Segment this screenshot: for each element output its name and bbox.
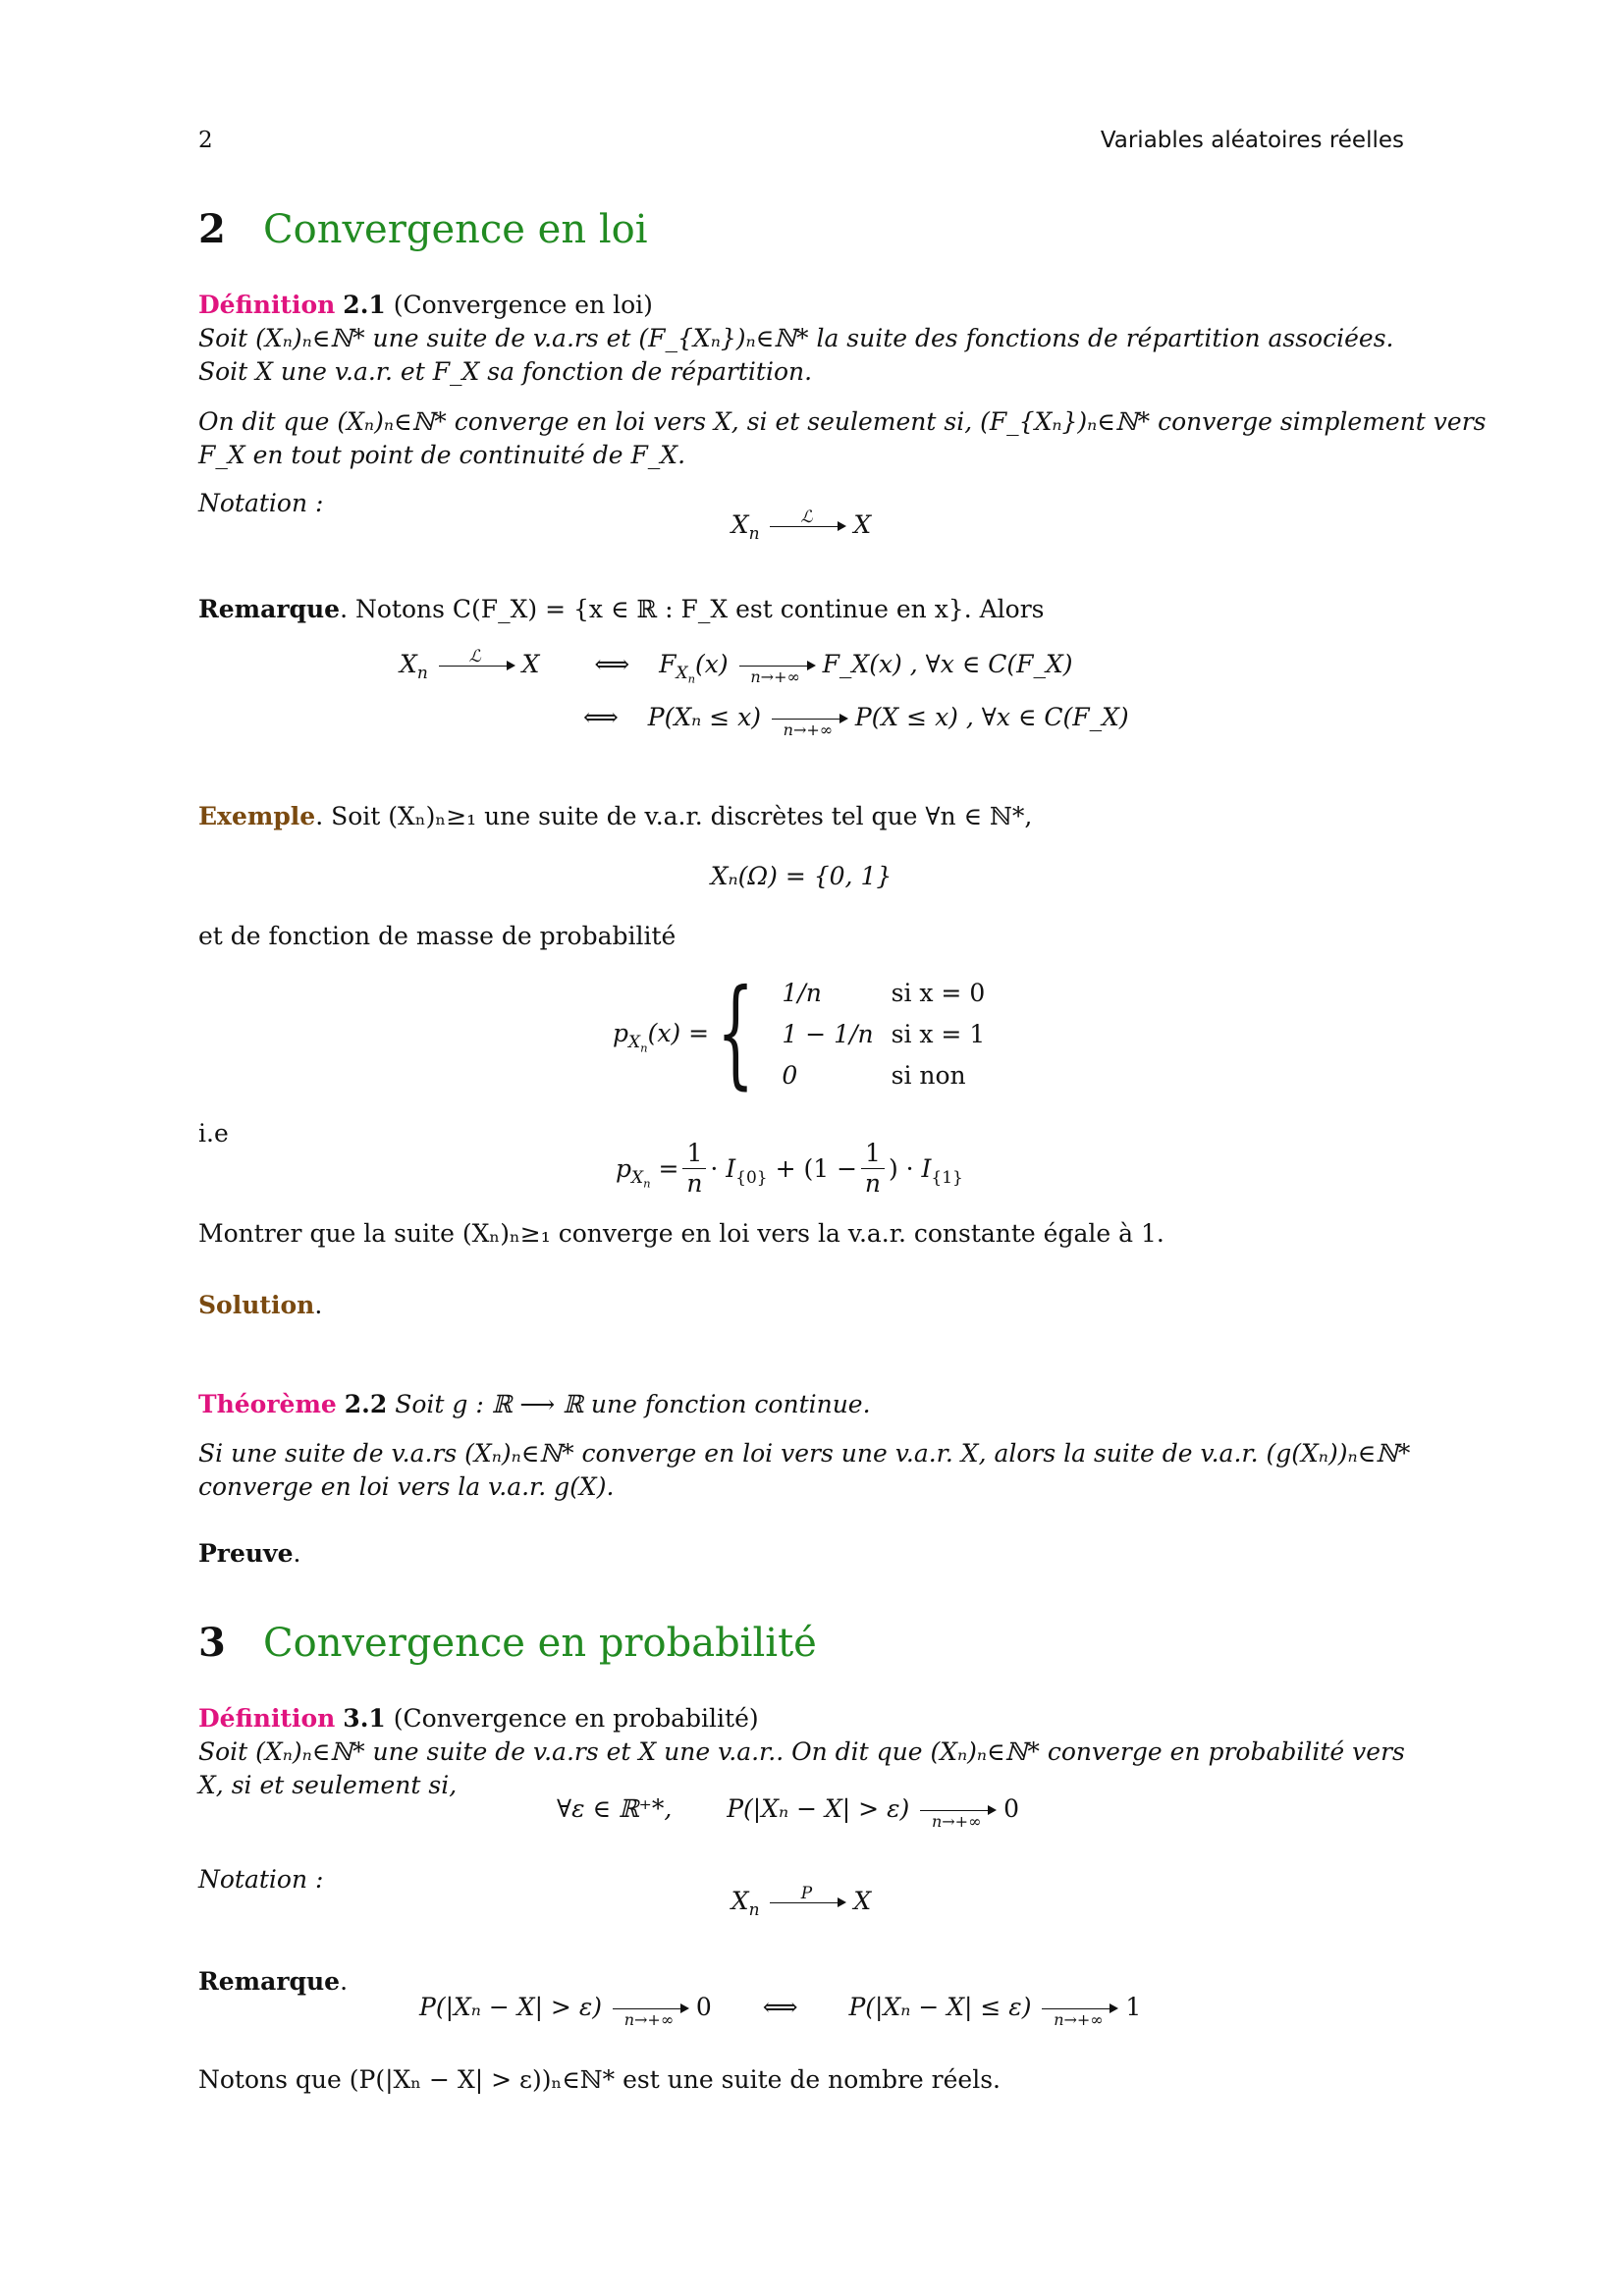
section-heading (198, 206, 647, 252)
definition-header (198, 289, 1404, 322)
definition-text-line: X, si et seulement si, (198, 1771, 458, 1799)
solution-label: Solution (198, 1291, 315, 1319)
example-question: Montrer que la suite (Xₙ)ₙ≥₁ converge en loi vers la v.a.r. constante égale à 1. (198, 1219, 1164, 1248)
limit-arrow-icon: n→+∞ (917, 1792, 996, 1829)
definition-text-line: F_X en tout point de continuité de F_X. (198, 441, 686, 469)
example: Exemple. Soit (Xₙ)ₙ≥₁ une suite de v.a.r. discrètes tel que ∀n ∈ ℕ*, (198, 802, 1033, 830)
equivalence-line-1: $X_n$ ℒ X ⟺ $F_{X_n}(x)$ n→+∞ F_X(x) , ∀x ∈ C(F_X) (400, 647, 1073, 686)
theorem-statement: Soit g : ℝ ⟶ ℝ une fonction continue. (395, 1390, 871, 1418)
ie-label: i.e (198, 1119, 229, 1148)
cases-table (782, 972, 1002, 1095)
definition-number: 2.1 (343, 291, 386, 319)
theorem-number: 2.2 (344, 1390, 388, 1418)
notation-formula: $X_n$ P X (731, 1884, 872, 1920)
solution: Solution. (198, 1291, 323, 1319)
remark-label: Remarque (198, 1967, 341, 1996)
limit-arrow-icon: n→+∞ (1039, 1991, 1117, 2027)
section-title: Convergence en loi (263, 207, 648, 252)
pmf-intro: et de fonction de masse de probabilité (198, 922, 677, 950)
convergence-arrow-icon: P (767, 1885, 845, 1921)
left-brace-icon: { (717, 965, 755, 1101)
convergence-arrow-icon: ℒ (767, 508, 845, 545)
limit-arrow-icon: n→+∞ (769, 701, 847, 737)
remark: Remarque. (198, 1967, 349, 1996)
definition-text-line: Soit (Xₙ)ₙ∈ℕ* une suite de v.a.rs et (F_{Xₙ})ₙ∈ℕ* la suite des fonctions de répartition associées. (198, 324, 1394, 352)
theorem-text-line: Si une suite de v.a.rs (Xₙ)ₙ∈ℕ* converge en loi vers une v.a.r. X, alors la suite de v.a.r. (g(Xₙ))ₙ∈ℕ* (198, 1439, 1411, 1468)
remark-text: Notons C(F_X) = {x ∈ ℝ : F_X est continue en x}. Alors (354, 595, 1045, 623)
case-row: 0 si non (782, 1060, 966, 1090)
pmf-cases-formula: $p_{X_n}(x)$ = { 1/n si x = 0 1 − 1/n si x = 1 0 si non (613, 972, 1002, 1095)
proof: Preuve. (198, 1539, 301, 1568)
section-title: Convergence en probabilité (263, 1621, 817, 1666)
iff-symbol: ⟺ (583, 703, 619, 731)
proof-label: Preuve (198, 1539, 294, 1568)
section-heading (198, 1620, 817, 1666)
example-text: Soit (Xₙ)ₙ≥₁ une suite de v.a.r. discrètes tel que ∀n ∈ ℕ*, (331, 802, 1033, 830)
iff-symbol: ⟺ (762, 1993, 798, 2021)
equivalence-line-2: ⟺ P(Xₙ ≤ x) n→+∞ P(X ≤ x) , ∀x ∈ C(F_X) (583, 703, 1129, 739)
case-row: 1/n si x = 0 (782, 978, 986, 1007)
theorem-text-line: converge en loi vers la v.a.r. g(X). (198, 1472, 615, 1501)
definition-label: Définition (198, 1704, 336, 1733)
probability-convergence-formula: ∀ε ∈ ℝ⁺*, P(|Xₙ − X| > ε) n→+∞ 0 (557, 1794, 1020, 1831)
limit-arrow-icon: n→+∞ (610, 1991, 688, 2027)
remark-note: Notons que (P(|Xₙ − X| > ε))ₙ∈ℕ* est une suite de nombre réels. (198, 2065, 1001, 2094)
section-number: 3 (198, 1620, 226, 1666)
limit-arrow-icon: n→+∞ (736, 648, 815, 684)
definition-header (198, 1702, 1404, 1735)
running-title: Variables aléatoires réelles (1100, 128, 1404, 153)
definition-name: (Convergence en loi) (393, 291, 653, 319)
notation-label: Notation : (198, 489, 324, 517)
definition-text-line: On dit que (Xₙ)ₙ∈ℕ* converge en loi vers X, si et seulement si, (F_{Xₙ})ₙ∈ℕ* converge simplement vers (198, 407, 1487, 436)
definition-label: Définition (198, 291, 336, 319)
theorem-header (198, 1388, 1404, 1421)
notation-label: Notation : (198, 1865, 324, 1894)
section-number: 2 (198, 206, 226, 252)
remark: Remarque. Notons C(F_X) = {x ∈ ℝ : F_X est continue en x}. Alors (198, 595, 1045, 623)
theorem-label: Théorème (198, 1390, 337, 1418)
pmf-indicator-formula: $p_{X_n}$ = $\frac{1}{n}$ · $I_{\{0\}} + (1$ − $\frac{1}{n}$ ) · $I_{\{1\}}$ (616, 1139, 963, 1198)
definition-text-line: Soit (Xₙ)ₙ∈ℕ* une suite de v.a.rs et X une v.a.r.. On dit que (Xₙ)ₙ∈ℕ* converge en probabilité vers (198, 1737, 1405, 1766)
case-row: 1 − 1/n si x = 1 (782, 1019, 986, 1048)
notation-formula: $X_n$ ℒ X (731, 507, 872, 544)
definition-text-line: Soit X une v.a.r. et F_X sa fonction de répartition. (198, 357, 813, 386)
remark-label: Remarque (198, 595, 341, 623)
convergence-arrow-icon: ℒ (436, 648, 514, 684)
page-number: 2 (198, 128, 213, 153)
support-formula: Xₙ(Ω) = {0, 1} (710, 862, 893, 890)
definition-name: (Convergence en probabilité) (393, 1704, 759, 1733)
remark-equivalence: P(|Xₙ − X| > ε) n→+∞ 0 ⟺ P(|Xₙ − X| ≤ ε) n→+∞ 1 (419, 1993, 1142, 2029)
definition-number: 3.1 (343, 1704, 386, 1733)
example-label: Exemple (198, 802, 316, 830)
iff-symbol: ⟺ (594, 650, 630, 678)
